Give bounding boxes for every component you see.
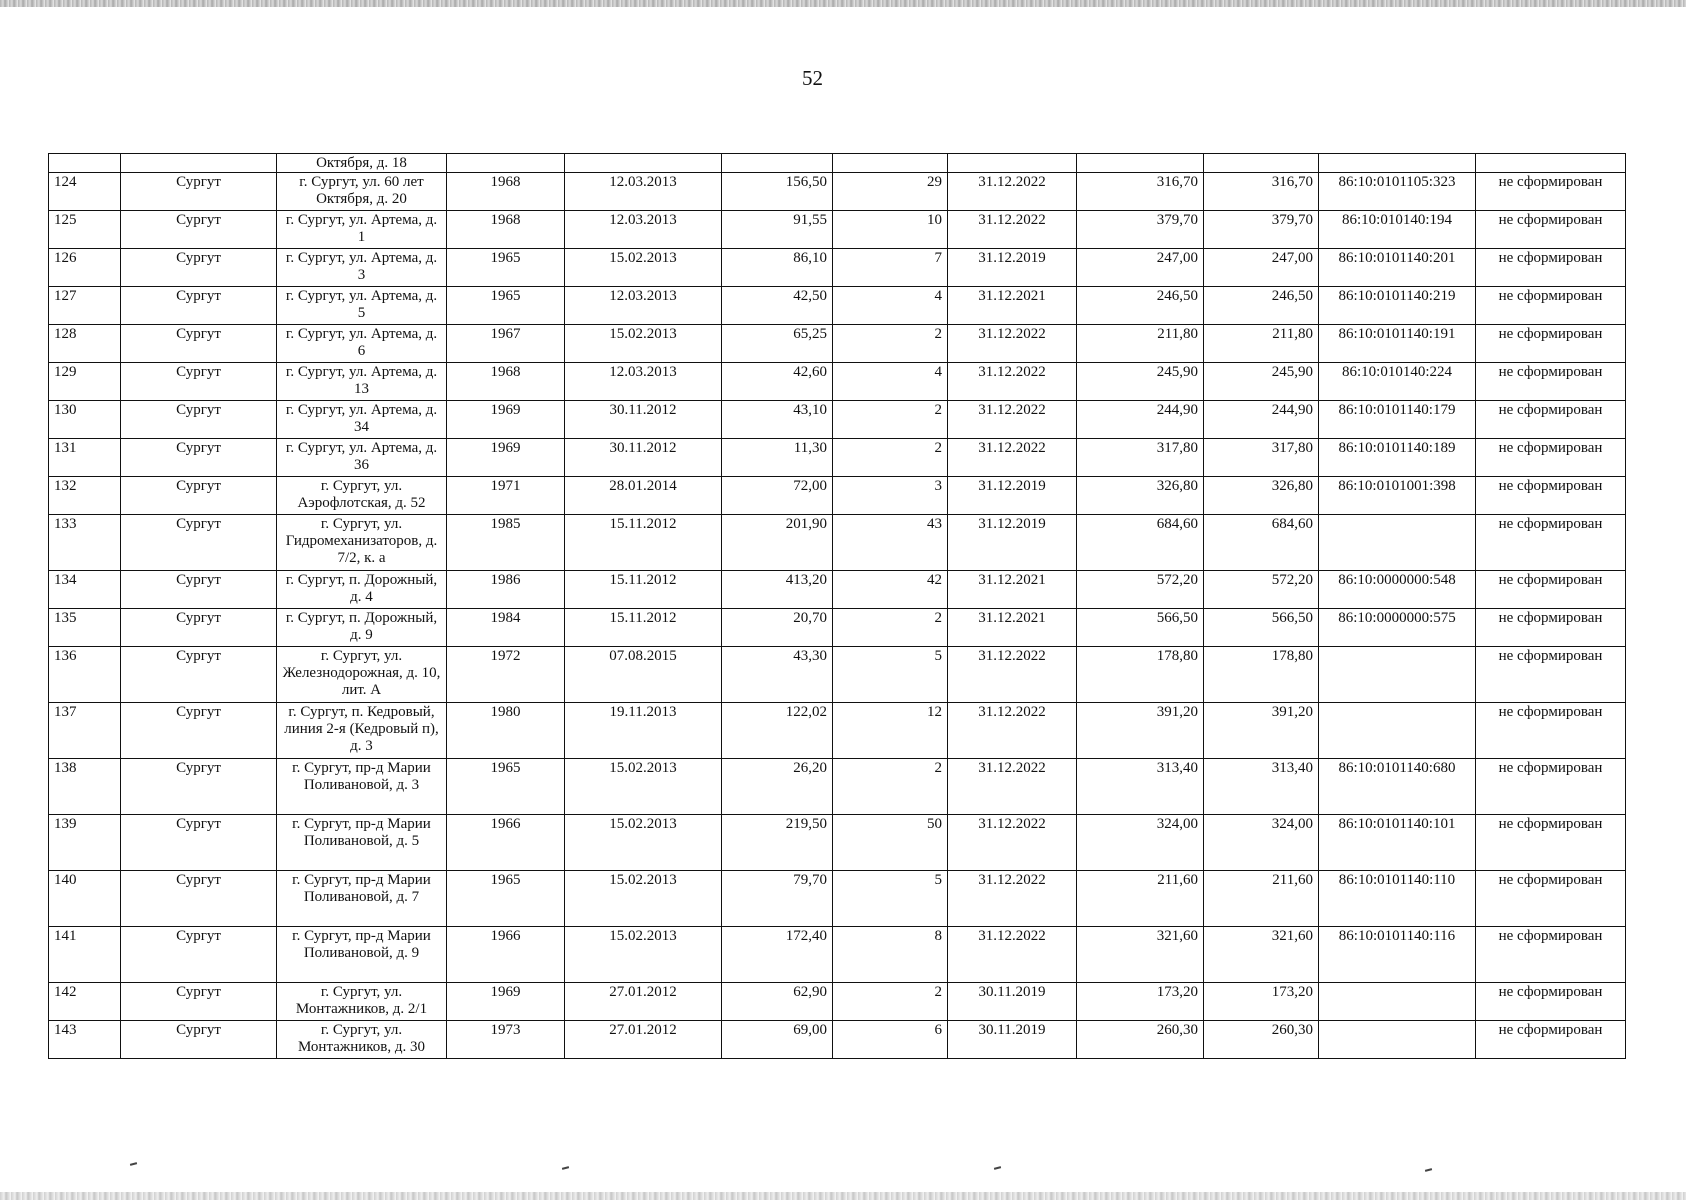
cell-cadastral xyxy=(1319,515,1476,571)
cell-cost1: 317,80 xyxy=(1077,439,1204,477)
cell-cost2: 316,70 xyxy=(1204,173,1319,211)
cell-year: 1968 xyxy=(447,363,565,401)
cell-deadline: 31.12.2022 xyxy=(948,211,1077,249)
cell-date: 15.02.2013 xyxy=(565,927,722,983)
cell-cost2: 246,50 xyxy=(1204,287,1319,325)
cell-count: 7 xyxy=(833,249,948,287)
cell-status: не сформирован xyxy=(1476,173,1626,211)
cell-status: не сформирован xyxy=(1476,249,1626,287)
page-number: 52 xyxy=(802,66,823,90)
cell-deadline: 31.12.2022 xyxy=(948,815,1077,871)
cell-cost1: 211,60 xyxy=(1077,871,1204,927)
cell-cadastral xyxy=(1319,154,1476,173)
cell-status: не сформирован xyxy=(1476,647,1626,703)
cell-count: 12 xyxy=(833,703,948,759)
scan-speck xyxy=(562,1166,569,1170)
cell-cost2: 317,80 xyxy=(1204,439,1319,477)
cell-cost2: 173,20 xyxy=(1204,983,1319,1021)
cell-year: 1986 xyxy=(447,571,565,609)
cell-cadastral: 86:10:0101140:179 xyxy=(1319,401,1476,439)
cell-city: Сургут xyxy=(121,703,277,759)
cell-count: 4 xyxy=(833,363,948,401)
cell-deadline: 31.12.2019 xyxy=(948,249,1077,287)
cell-area: 42,50 xyxy=(722,287,833,325)
cell-cost2: 379,70 xyxy=(1204,211,1319,249)
cell-city: Сургут xyxy=(121,571,277,609)
cell-cost1: 178,80 xyxy=(1077,647,1204,703)
cell-cost2: 324,00 xyxy=(1204,815,1319,871)
cell-cost2: 178,80 xyxy=(1204,647,1319,703)
cell-address: Октября, д. 18 xyxy=(277,154,447,173)
cell-address: г. Сургут, ул. Артема, д. 1 xyxy=(277,211,447,249)
table-row xyxy=(49,703,1626,759)
cell-num: 135 xyxy=(49,609,121,647)
cell-cost1: 566,50 xyxy=(1077,609,1204,647)
cell-count: 6 xyxy=(833,1021,948,1059)
cell-area: 62,90 xyxy=(722,983,833,1021)
cell-num: 129 xyxy=(49,363,121,401)
cell-cadastral: 86:10:0101105:323 xyxy=(1319,173,1476,211)
cell-cost2: 313,40 xyxy=(1204,759,1319,815)
cell-year: 1969 xyxy=(447,439,565,477)
cell-cost1: 316,70 xyxy=(1077,173,1204,211)
table-row xyxy=(49,571,1626,609)
cell-area: 201,90 xyxy=(722,515,833,571)
table-row xyxy=(49,211,1626,249)
cell-city: Сургут xyxy=(121,363,277,401)
cell-cost1: 244,90 xyxy=(1077,401,1204,439)
cell-deadline: 31.12.2021 xyxy=(948,609,1077,647)
cell-cadastral: 86:10:0101001:398 xyxy=(1319,477,1476,515)
cell-address: г. Сургут, ул. Монтажников, д. 2/1 xyxy=(277,983,447,1021)
cell-cost1: 211,80 xyxy=(1077,325,1204,363)
cell-cadastral: 86:10:0101140:101 xyxy=(1319,815,1476,871)
scan-edge-top xyxy=(0,0,1686,7)
cell-num: 126 xyxy=(49,249,121,287)
cell-address: г. Сургут, ул. Артема, д. 3 xyxy=(277,249,447,287)
cell-status: не сформирован xyxy=(1476,211,1626,249)
cell-status: не сформирован xyxy=(1476,571,1626,609)
cell-year: 1984 xyxy=(447,609,565,647)
table-row xyxy=(49,477,1626,515)
cell-area: 43,30 xyxy=(722,647,833,703)
cell-year: 1965 xyxy=(447,249,565,287)
cell-cadastral: 86:10:0000000:575 xyxy=(1319,609,1476,647)
cell-city: Сургут xyxy=(121,759,277,815)
cell-status: не сформирован xyxy=(1476,515,1626,571)
cell-count: 8 xyxy=(833,927,948,983)
cell-cost2: 211,80 xyxy=(1204,325,1319,363)
cell-year: 1980 xyxy=(447,703,565,759)
cell-count: 2 xyxy=(833,609,948,647)
cell-year: 1966 xyxy=(447,927,565,983)
cell-num: 142 xyxy=(49,983,121,1021)
cell-cost2: 326,80 xyxy=(1204,477,1319,515)
cell-area: 172,40 xyxy=(722,927,833,983)
registry-body xyxy=(49,154,1626,1059)
scan-edge-bottom xyxy=(0,1192,1686,1200)
cell-cost1: 260,30 xyxy=(1077,1021,1204,1059)
cell-area: 413,20 xyxy=(722,571,833,609)
cell-date: 15.11.2012 xyxy=(565,609,722,647)
cell-cadastral xyxy=(1319,1021,1476,1059)
cell-num: 134 xyxy=(49,571,121,609)
cell-city: Сургут xyxy=(121,173,277,211)
cell-city: Сургут xyxy=(121,647,277,703)
cell-count: 5 xyxy=(833,871,948,927)
cell-area xyxy=(722,154,833,173)
cell-deadline: 31.12.2022 xyxy=(948,703,1077,759)
cell-status: не сформирован xyxy=(1476,871,1626,927)
cell-deadline: 31.12.2022 xyxy=(948,927,1077,983)
cell-city: Сургут xyxy=(121,609,277,647)
cell-cadastral: 86:10:0101140:219 xyxy=(1319,287,1476,325)
cell-deadline: 31.12.2022 xyxy=(948,439,1077,477)
cell-date: 15.02.2013 xyxy=(565,815,722,871)
cell-cost2: 245,90 xyxy=(1204,363,1319,401)
cell-date: 12.03.2013 xyxy=(565,363,722,401)
cell-cost2: 247,00 xyxy=(1204,249,1319,287)
cell-status: не сформирован xyxy=(1476,439,1626,477)
table-row xyxy=(49,325,1626,363)
cell-address: г. Сургут, ул. Железнодорожная, д. 10, лит. А xyxy=(277,647,447,703)
cell-deadline xyxy=(948,154,1077,173)
cell-address: г. Сургут, п. Дорожный, д. 9 xyxy=(277,609,447,647)
cell-deadline: 31.12.2022 xyxy=(948,759,1077,815)
cell-year: 1971 xyxy=(447,477,565,515)
cell-status: не сформирован xyxy=(1476,363,1626,401)
cell-address: г. Сургут, ул. Артема, д. 34 xyxy=(277,401,447,439)
cell-status: не сформирован xyxy=(1476,927,1626,983)
cell-deadline: 31.12.2021 xyxy=(948,571,1077,609)
cell-status xyxy=(1476,154,1626,173)
table-row xyxy=(49,287,1626,325)
table-row xyxy=(49,401,1626,439)
cell-address: г. Сургут, ул. Артема, д. 36 xyxy=(277,439,447,477)
cell-area: 42,60 xyxy=(722,363,833,401)
cell-city: Сургут xyxy=(121,477,277,515)
cell-date: 28.01.2014 xyxy=(565,477,722,515)
cell-address: г. Сургут, пр-д Марии Поливановой, д. 9 xyxy=(277,927,447,983)
cell-address: г. Сургут, ул. Артема, д. 6 xyxy=(277,325,447,363)
cell-count: 5 xyxy=(833,647,948,703)
cell-date: 12.03.2013 xyxy=(565,287,722,325)
cell-status: не сформирован xyxy=(1476,401,1626,439)
cell-cadastral: 86:10:010140:224 xyxy=(1319,363,1476,401)
cell-count: 2 xyxy=(833,325,948,363)
cell-address: г. Сургут, пр-д Марии Поливановой, д. 3 xyxy=(277,759,447,815)
cell-count: 2 xyxy=(833,401,948,439)
table-row xyxy=(49,647,1626,703)
cell-cadastral xyxy=(1319,647,1476,703)
registry-table xyxy=(48,153,1626,1059)
cell-num: 136 xyxy=(49,647,121,703)
cell-city: Сургут xyxy=(121,515,277,571)
cell-count: 4 xyxy=(833,287,948,325)
cell-area: 79,70 xyxy=(722,871,833,927)
cell-count: 2 xyxy=(833,983,948,1021)
cell-city: Сургут xyxy=(121,871,277,927)
continuation-row xyxy=(49,154,1626,173)
cell-cost1: 326,80 xyxy=(1077,477,1204,515)
cell-year: 1965 xyxy=(447,759,565,815)
cell-status: не сформирован xyxy=(1476,325,1626,363)
cell-date: 19.11.2013 xyxy=(565,703,722,759)
table-row xyxy=(49,609,1626,647)
cell-address: г. Сургут, ул. 60 лет Октября, д. 20 xyxy=(277,173,447,211)
cell-cadastral xyxy=(1319,983,1476,1021)
cell-num xyxy=(49,154,121,173)
table-row xyxy=(49,983,1626,1021)
cell-city: Сургут xyxy=(121,287,277,325)
cell-area: 11,30 xyxy=(722,439,833,477)
cell-year: 1973 xyxy=(447,1021,565,1059)
cell-cost2: 566,50 xyxy=(1204,609,1319,647)
cell-city: Сургут xyxy=(121,325,277,363)
cell-cost2: 211,60 xyxy=(1204,871,1319,927)
cell-num: 125 xyxy=(49,211,121,249)
cell-address: г. Сургут, ул. Артема, д. 13 xyxy=(277,363,447,401)
cell-cadastral: 86:10:0101140:116 xyxy=(1319,927,1476,983)
cell-city: Сургут xyxy=(121,401,277,439)
table-row xyxy=(49,439,1626,477)
cell-cost2: 391,20 xyxy=(1204,703,1319,759)
cell-deadline: 31.12.2022 xyxy=(948,647,1077,703)
cell-area: 43,10 xyxy=(722,401,833,439)
cell-address: г. Сургут, пр-д Марии Поливановой, д. 5 xyxy=(277,815,447,871)
table-row xyxy=(49,249,1626,287)
cell-year xyxy=(447,154,565,173)
table-row xyxy=(49,871,1626,927)
cell-date: 15.02.2013 xyxy=(565,249,722,287)
cell-status: не сформирован xyxy=(1476,983,1626,1021)
cell-area: 72,00 xyxy=(722,477,833,515)
cell-count: 2 xyxy=(833,759,948,815)
cell-num: 143 xyxy=(49,1021,121,1059)
cell-year: 1967 xyxy=(447,325,565,363)
cell-area: 20,70 xyxy=(722,609,833,647)
cell-count: 43 xyxy=(833,515,948,571)
cell-cadastral: 86:10:0000000:548 xyxy=(1319,571,1476,609)
cell-date: 15.11.2012 xyxy=(565,571,722,609)
cell-cadastral: 86:10:0101140:110 xyxy=(1319,871,1476,927)
cell-cost1: 324,00 xyxy=(1077,815,1204,871)
scan-speck xyxy=(994,1166,1001,1170)
cell-area: 219,50 xyxy=(722,815,833,871)
cell-deadline: 31.12.2022 xyxy=(948,401,1077,439)
cell-deadline: 31.12.2021 xyxy=(948,287,1077,325)
cell-area: 91,55 xyxy=(722,211,833,249)
cell-date: 15.02.2013 xyxy=(565,325,722,363)
cell-num: 141 xyxy=(49,927,121,983)
cell-address: г. Сургут, пр-д Марии Поливановой, д. 7 xyxy=(277,871,447,927)
cell-address: г. Сургут, п. Кедровый, линия 2-я (Кедровый п), д. 3 xyxy=(277,703,447,759)
cell-area: 69,00 xyxy=(722,1021,833,1059)
cell-date: 12.03.2013 xyxy=(565,173,722,211)
cell-num: 138 xyxy=(49,759,121,815)
cell-num: 133 xyxy=(49,515,121,571)
cell-cost1: 313,40 xyxy=(1077,759,1204,815)
cell-status: не сформирован xyxy=(1476,477,1626,515)
cell-status: не сформирован xyxy=(1476,703,1626,759)
cell-cost2: 684,60 xyxy=(1204,515,1319,571)
cell-date: 15.11.2012 xyxy=(565,515,722,571)
cell-count: 42 xyxy=(833,571,948,609)
cell-year: 1985 xyxy=(447,515,565,571)
cell-deadline: 31.12.2022 xyxy=(948,363,1077,401)
cell-num: 127 xyxy=(49,287,121,325)
cell-city: Сургут xyxy=(121,439,277,477)
table-row xyxy=(49,815,1626,871)
cell-cadastral: 86:10:0101140:201 xyxy=(1319,249,1476,287)
cell-cost1: 684,60 xyxy=(1077,515,1204,571)
cell-area: 65,25 xyxy=(722,325,833,363)
cell-count: 3 xyxy=(833,477,948,515)
cell-year: 1966 xyxy=(447,815,565,871)
scan-speck xyxy=(130,1162,137,1166)
cell-area: 26,20 xyxy=(722,759,833,815)
cell-status: не сформирован xyxy=(1476,609,1626,647)
cell-city: Сургут xyxy=(121,983,277,1021)
cell-city xyxy=(121,154,277,173)
cell-date: 07.08.2015 xyxy=(565,647,722,703)
cell-cost2 xyxy=(1204,154,1319,173)
cell-deadline: 31.12.2022 xyxy=(948,871,1077,927)
cell-count: 10 xyxy=(833,211,948,249)
cell-year: 1969 xyxy=(447,983,565,1021)
cell-city: Сургут xyxy=(121,211,277,249)
cell-address: г. Сургут, ул. Артема, д. 5 xyxy=(277,287,447,325)
cell-cadastral xyxy=(1319,703,1476,759)
cell-city: Сургут xyxy=(121,927,277,983)
scan-speck xyxy=(1425,1168,1432,1172)
cell-status: не сформирован xyxy=(1476,1021,1626,1059)
cell-deadline: 30.11.2019 xyxy=(948,983,1077,1021)
cell-count xyxy=(833,154,948,173)
cell-area: 86,10 xyxy=(722,249,833,287)
cell-city: Сургут xyxy=(121,1021,277,1059)
cell-date: 27.01.2012 xyxy=(565,983,722,1021)
cell-date: 15.02.2013 xyxy=(565,759,722,815)
cell-address: г. Сургут, п. Дорожный, д. 4 xyxy=(277,571,447,609)
cell-deadline: 31.12.2022 xyxy=(948,325,1077,363)
cell-count: 2 xyxy=(833,439,948,477)
cell-cost1: 321,60 xyxy=(1077,927,1204,983)
cell-cost2: 572,20 xyxy=(1204,571,1319,609)
cell-num: 139 xyxy=(49,815,121,871)
cell-address: г. Сургут, ул. Монтажников, д. 30 xyxy=(277,1021,447,1059)
cell-num: 131 xyxy=(49,439,121,477)
cell-cost1: 245,90 xyxy=(1077,363,1204,401)
table-row xyxy=(49,363,1626,401)
cell-status: не сформирован xyxy=(1476,287,1626,325)
cell-city: Сургут xyxy=(121,249,277,287)
cell-date: 27.01.2012 xyxy=(565,1021,722,1059)
cell-cost1: 379,70 xyxy=(1077,211,1204,249)
cell-cost2: 244,90 xyxy=(1204,401,1319,439)
cell-cost2: 260,30 xyxy=(1204,1021,1319,1059)
cell-address: г. Сургут, ул. Гидромеханизаторов, д. 7/2, к. а xyxy=(277,515,447,571)
cell-num: 130 xyxy=(49,401,121,439)
table-row xyxy=(49,927,1626,983)
cell-count: 50 xyxy=(833,815,948,871)
cell-date: 30.11.2012 xyxy=(565,401,722,439)
cell-cost2: 321,60 xyxy=(1204,927,1319,983)
cell-status: не сформирован xyxy=(1476,759,1626,815)
cell-cost1 xyxy=(1077,154,1204,173)
table-row xyxy=(49,1021,1626,1059)
cell-city: Сургут xyxy=(121,815,277,871)
cell-deadline: 31.12.2019 xyxy=(948,515,1077,571)
cell-num: 124 xyxy=(49,173,121,211)
cell-year: 1965 xyxy=(447,287,565,325)
cell-deadline: 30.11.2019 xyxy=(948,1021,1077,1059)
cell-num: 137 xyxy=(49,703,121,759)
cell-year: 1972 xyxy=(447,647,565,703)
cell-cadastral: 86:10:0101140:680 xyxy=(1319,759,1476,815)
cell-area: 156,50 xyxy=(722,173,833,211)
cell-address: г. Сургут, ул. Аэрофлотская, д. 52 xyxy=(277,477,447,515)
table-row xyxy=(49,515,1626,571)
cell-cadastral: 86:10:010140:194 xyxy=(1319,211,1476,249)
cell-count: 29 xyxy=(833,173,948,211)
cell-area: 122,02 xyxy=(722,703,833,759)
cell-year: 1968 xyxy=(447,173,565,211)
cell-cost1: 391,20 xyxy=(1077,703,1204,759)
cell-cost1: 246,50 xyxy=(1077,287,1204,325)
cell-date: 30.11.2012 xyxy=(565,439,722,477)
cell-deadline: 31.12.2019 xyxy=(948,477,1077,515)
cell-year: 1969 xyxy=(447,401,565,439)
cell-cadastral: 86:10:0101140:191 xyxy=(1319,325,1476,363)
cell-deadline: 31.12.2022 xyxy=(948,173,1077,211)
cell-status: не сформирован xyxy=(1476,815,1626,871)
cell-num: 128 xyxy=(49,325,121,363)
cell-year: 1968 xyxy=(447,211,565,249)
cell-cost1: 247,00 xyxy=(1077,249,1204,287)
table-row xyxy=(49,759,1626,815)
cell-num: 140 xyxy=(49,871,121,927)
cell-cadastral: 86:10:0101140:189 xyxy=(1319,439,1476,477)
cell-cost1: 572,20 xyxy=(1077,571,1204,609)
table-row xyxy=(49,173,1626,211)
cell-cost1: 173,20 xyxy=(1077,983,1204,1021)
cell-year: 1965 xyxy=(447,871,565,927)
cell-date: 15.02.2013 xyxy=(565,871,722,927)
cell-num: 132 xyxy=(49,477,121,515)
cell-date: 12.03.2013 xyxy=(565,211,722,249)
cell-date xyxy=(565,154,722,173)
